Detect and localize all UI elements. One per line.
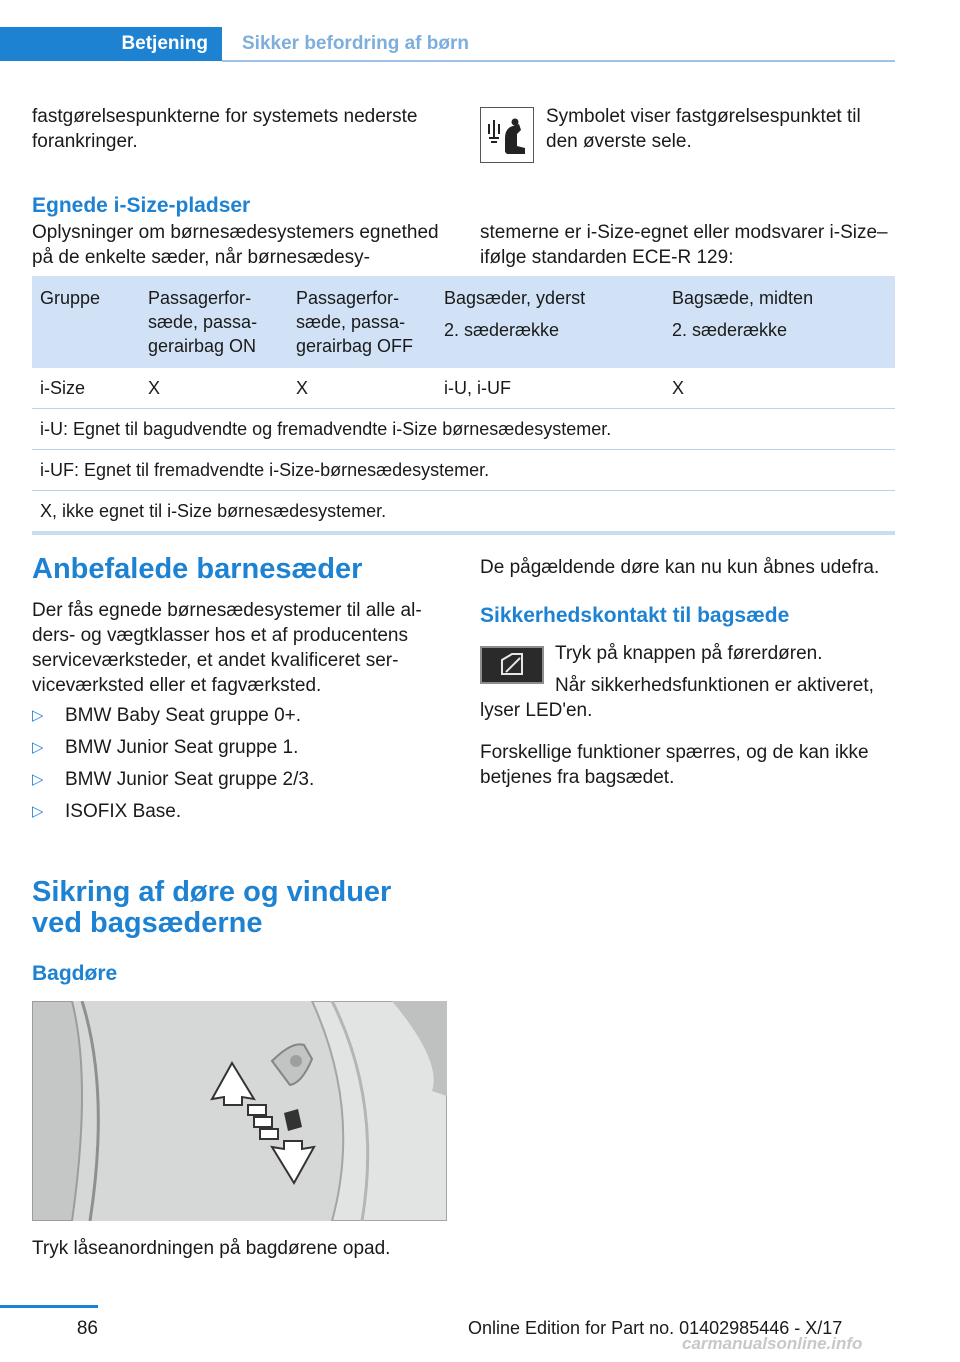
bullet-triangle-icon: ▷ bbox=[32, 803, 44, 820]
subsection-tab[interactable]: Sikker befordring af børn bbox=[242, 33, 469, 54]
child-seat-tether-icon bbox=[480, 107, 534, 163]
table-header-row bbox=[32, 276, 895, 368]
table-note-row bbox=[32, 450, 895, 491]
recommended-heading: Anbefalede barnesæder bbox=[32, 553, 363, 585]
list-item: ▷ BMW Baby Seat gruppe 0+. bbox=[32, 705, 302, 726]
isize-table bbox=[32, 276, 895, 535]
bullet-triangle-icon: ▷ bbox=[32, 707, 44, 724]
recommended-list bbox=[32, 703, 447, 831]
intro-right-text: Symbolet viser fastgørelsespunktet til den øverste sele. bbox=[546, 106, 861, 152]
safety-text-2: Når sikkerhedsfunktionen er aktiveret, lyser LED'en. bbox=[480, 675, 874, 721]
doors-open-text: De pågældende døre kan nu kun åbnes udefra. bbox=[480, 557, 880, 578]
bullet-triangle-icon: ▷ bbox=[32, 771, 44, 788]
table-header-cell: Passagerforsæde, passagerairbag OFF bbox=[288, 276, 436, 368]
section-tab[interactable]: Betjening bbox=[0, 27, 222, 61]
table-header-cell: Gruppe bbox=[32, 276, 140, 368]
securing-heading-line1: Sikring af døre og vinduer bbox=[32, 876, 392, 908]
table-note: i-UF: Egnet til fremadvendte i-Size-børnesædesystemer. bbox=[32, 450, 895, 491]
intro-left-text: fastgørelsespunkterne for systemets nederste forankringer. bbox=[32, 106, 418, 152]
header-divider bbox=[222, 60, 895, 62]
table-note-row bbox=[32, 409, 895, 450]
table-cell: i-U, i-UF bbox=[436, 368, 664, 409]
list-item: ▷ BMW Junior Seat gruppe 2/3. bbox=[32, 769, 315, 790]
door-lock-photo bbox=[32, 1001, 447, 1221]
watermark: carmanualsonline.info bbox=[682, 1334, 863, 1353]
safety-switch-heading: Sikkerhedskontakt til bagsæde bbox=[480, 604, 790, 627]
list-item: ▷ BMW Junior Seat gruppe 1. bbox=[32, 737, 299, 758]
securing-heading-line2: ved bagsæderne bbox=[32, 907, 263, 939]
table-header-cell: Passagerforsæde, passagerairbag ON bbox=[140, 276, 288, 368]
table-note-row bbox=[32, 491, 895, 534]
footer-divider bbox=[0, 1305, 98, 1308]
table-note: X, ikke egnet til i-Size børnesædesystemer. bbox=[32, 491, 895, 534]
isize-text-col2: stemerne er i-Size-egnet eller modsvarer i-Size– ifølge standarden ECE-R 129: bbox=[480, 222, 888, 268]
list-item: ▷ ISOFIX Base. bbox=[32, 801, 182, 822]
table-header-cell: Bagsæde, midten 2. sæderække bbox=[664, 276, 895, 368]
table-cell: X bbox=[288, 368, 436, 409]
door-photo-caption: Tryk låseanordningen på bagdørene opad. bbox=[32, 1238, 391, 1259]
table-cell: i-Size bbox=[32, 368, 140, 409]
table-note: i-U: Egnet til bagudvendte og fremadvendte i-Size børnesædesystemer. bbox=[32, 409, 895, 450]
safety-text-3: Forskellige funktioner spærres, og de kan ikke betjenes fra bagsædet. bbox=[480, 742, 869, 788]
table-cell: X bbox=[140, 368, 288, 409]
isize-heading: Egnede i-Size-pladser bbox=[32, 194, 251, 217]
safety-text-1: Tryk på knappen på førerdøren. bbox=[555, 643, 823, 664]
bullet-triangle-icon: ▷ bbox=[32, 739, 44, 756]
rear-doors-heading: Bagdøre bbox=[32, 962, 118, 985]
footer-edition: Online Edition for Part no. 01402985446 - X/17 bbox=[468, 1318, 843, 1338]
table-header-cell: Bagsæder, yderst 2. sæderække bbox=[436, 276, 664, 368]
table-cell: X bbox=[664, 368, 895, 409]
page-number: 86 bbox=[76, 1318, 98, 1339]
recommended-text: Der fås egnede børnesædesystemer til alle alders- og vægtklasser hos et af producentens serviceværksteder, et andet kvalificeret serviceværksted eller et fagværksted. bbox=[32, 600, 422, 696]
table-row bbox=[32, 368, 895, 409]
isize-text-col1: Oplysninger om børnesædesystemers egnethed på de enkelte sæder, når børnesædesy- bbox=[32, 222, 439, 268]
